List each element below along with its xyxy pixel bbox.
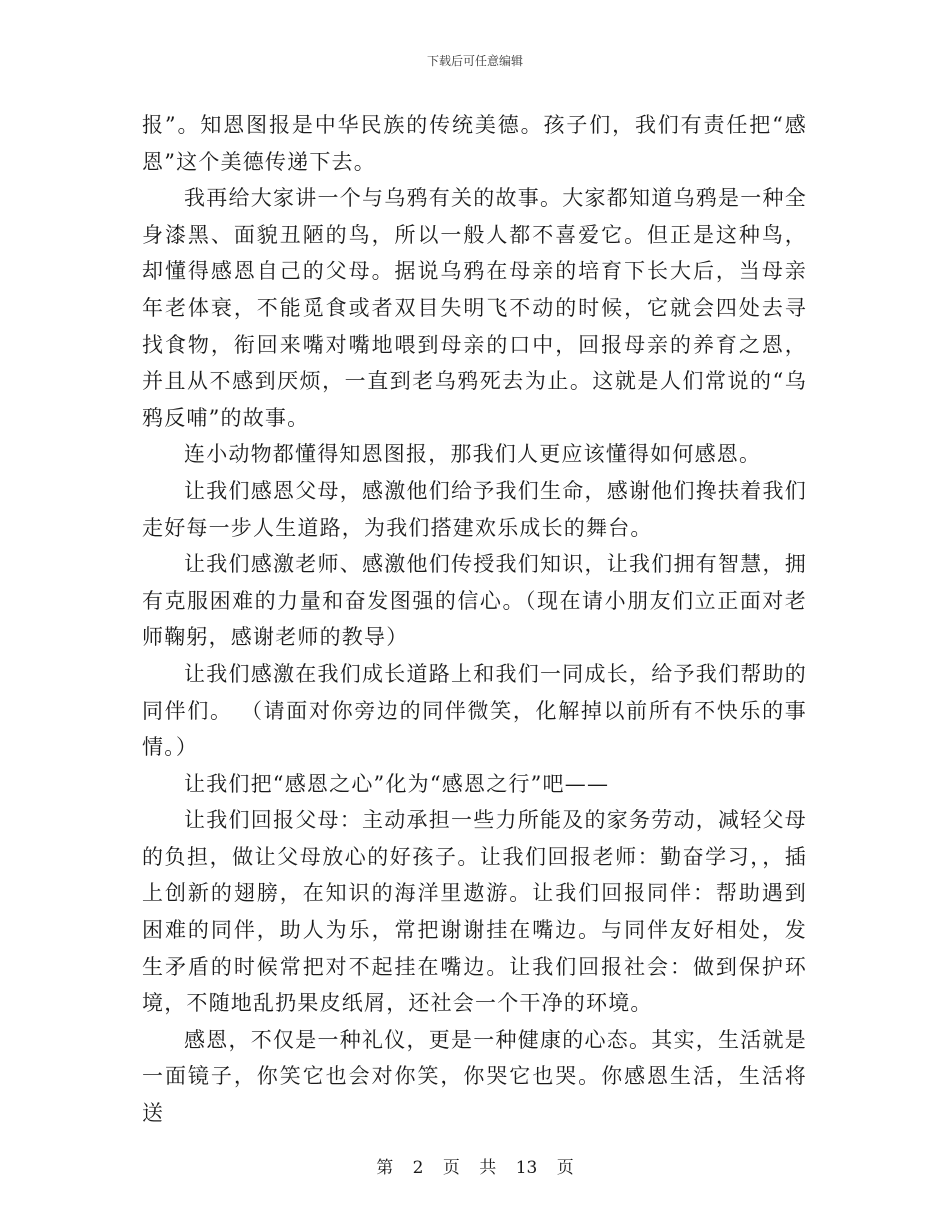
paragraph-1: 报”。知恩图报是中华民族的传统美德。孩子们，我们有责任把“感恩”这个美德传递下去。 xyxy=(142,113,807,174)
paragraph-9: 感恩，不仅是一种礼仪，更是一种健康的心态。其实，生活就是一面镜子，你笑它也会对你笑，你哭它也哭。你感恩生活，生活将送 xyxy=(142,1027,807,1126)
paragraph-4: 让我们感恩父母，感激他们给予我们生命，感谢他们搀扶着我们走好每一步人生道路，为我们搭建欢乐成长的舞台。 xyxy=(142,478,807,540)
footer-total-pages: 13 xyxy=(515,1158,538,1178)
footer-page-label: 第 xyxy=(376,1158,394,1178)
paragraph-3: 连小动物都懂得知恩图报，那我们人更应该懂得如何感恩。 xyxy=(184,442,762,467)
footer-total-label: 共 xyxy=(479,1158,497,1178)
footer-total-unit: 页 xyxy=(556,1158,574,1178)
paragraph-2: 我再给大家讲一个与乌鸦有关的故事。大家都知道乌鸦是一种全身漆黑、面貌丑陋的鸟，所以一般人都不喜爱它。但正是这种鸟，却懂得感恩自己的父母。据说乌鸦在母亲的培育下长大后，当母亲年老体衰，不能觅食或者双目失明飞不动的时候，它就会四处去寻找食物，衔回来嘴对嘴地喂到母亲的口中，回报母亲的养育之恩，并且从不感到厌烦，一直到老乌鸦死去为止。这就是人们常说的“乌鸦反哺”的故事。 xyxy=(142,186,807,430)
paragraph-6: 让我们感激在我们成长道路上和我们一同成长，给予我们帮助的同伴们。 （请面对你旁边的同伴微笑，化解掉以前所有不快乐的事情。） xyxy=(142,661,807,760)
document-body xyxy=(142,107,807,1132)
paragraph-5: 让我们感激老师、感激他们传授我们知识，让我们拥有智慧，拥有克服困难的力量和奋发图强的信心。（现在请小朋友们立正面对老师鞠躬，感谢老师的教导） xyxy=(142,552,807,650)
paragraph-8: 让我们回报父母：主动承担一些力所能及的家务劳动，减轻父母的负担，做让父母放心的好孩子。让我们回报老师：勤奋学习，，插上创新的翅膀，在知识的海洋里遨游。让我们回报同伴：帮助遇到困难的同伴，助人为乐，常把谢谢挂在嘴边。与同伴友好相处，发生矛盾的时候常把对不起挂在嘴边。让我们回报社会：做到保护环境，不随地乱扔果皮纸屑，还社会一个干净的环境。 xyxy=(142,808,807,1016)
page-footer xyxy=(0,1153,950,1178)
footer-page-number: 2 xyxy=(412,1158,424,1178)
paragraph-7: 让我们把“感恩之心”化为“感恩之行”吧—— xyxy=(184,771,610,796)
footer-page-unit: 页 xyxy=(442,1158,460,1178)
page-header-note: 下载后可任意编辑 xyxy=(426,54,523,68)
